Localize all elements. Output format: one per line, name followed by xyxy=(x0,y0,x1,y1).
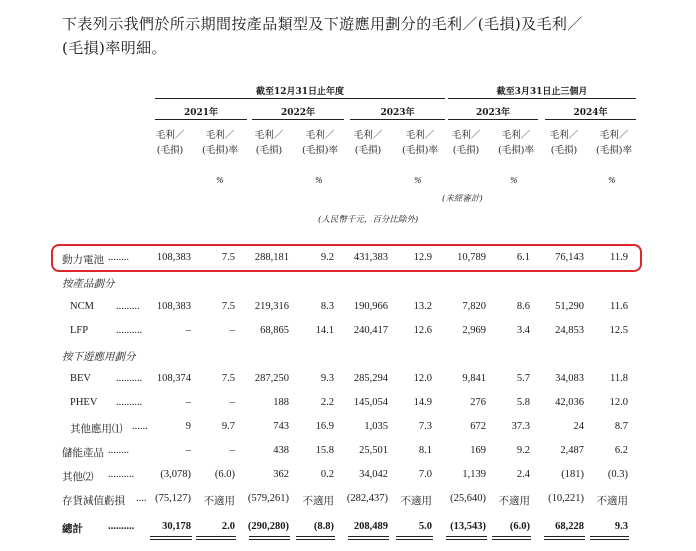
table-cell: 不適用 xyxy=(596,496,628,507)
total-double-underline xyxy=(492,539,531,540)
table-cell: 7.0 xyxy=(418,469,432,480)
table-cell: 743 xyxy=(273,421,289,432)
table-cell: 不適用 xyxy=(302,496,334,507)
pct-marker: % xyxy=(608,176,616,185)
table-cell: 9 xyxy=(185,421,191,432)
row-label: 存貨減值虧損 xyxy=(62,496,125,507)
section-by-product: 按產品劃分 xyxy=(62,278,115,290)
table-cell: 51,290 xyxy=(555,301,584,312)
table-cell: 6.1 xyxy=(516,252,530,263)
table-cell: 2.2 xyxy=(320,397,334,408)
table-cell: 11.9 xyxy=(610,252,628,263)
year-underline xyxy=(252,119,344,120)
table-row-others xyxy=(0,466,696,486)
row-leader-dots: .... xyxy=(136,493,147,504)
table-cell: (10,221) xyxy=(548,493,584,504)
table-cell: 不適用 xyxy=(498,496,530,507)
table-row-phev xyxy=(0,394,696,414)
total-double-underline xyxy=(249,536,290,537)
section-by-application: 按下遊應用劃分 xyxy=(62,351,136,363)
table-cell: 190,966 xyxy=(353,301,388,312)
table-cell: 285,294 xyxy=(353,373,388,384)
col-header-rate: 毛利／ (毛損)率 xyxy=(302,130,338,156)
table-cell: 240,417 xyxy=(353,325,388,336)
table-row-lfp xyxy=(0,322,696,342)
total-double-underline xyxy=(446,536,487,537)
group-header-quarter: 截至3月31日止三個月 xyxy=(496,87,588,97)
table-cell: 76,143 xyxy=(555,252,584,263)
table-cell: 5.7 xyxy=(516,373,530,384)
row-leader-dots: ......... xyxy=(116,301,140,312)
pct-marker: % xyxy=(414,176,422,185)
table-cell: 不適用 xyxy=(203,496,235,507)
table-row-ncm xyxy=(0,298,696,318)
table-cell: 108,383 xyxy=(156,301,191,312)
table-cell: – xyxy=(185,445,191,456)
table-cell: 2,487 xyxy=(560,445,584,456)
total-double-underline xyxy=(196,536,236,537)
col-header-profit: 毛利／ (毛損) xyxy=(451,130,481,156)
row-label: LFP xyxy=(70,325,89,336)
table-cell: – xyxy=(185,397,191,408)
total-double-underline xyxy=(296,539,335,540)
year-header-2022: 2022年 xyxy=(280,108,316,118)
table-cell: 16.9 xyxy=(315,421,334,432)
total-double-underline xyxy=(348,536,389,537)
table-cell: 13.2 xyxy=(413,301,432,312)
table-cell: – xyxy=(229,325,235,336)
table-cell: 34,083 xyxy=(555,373,584,384)
table-cell: 2,969 xyxy=(462,325,486,336)
table-cell: 不適用 xyxy=(400,496,432,507)
total-double-underline xyxy=(492,536,531,537)
table-cell: – xyxy=(229,445,235,456)
table-cell: 12.5 xyxy=(609,325,628,336)
table-cell: 15.8 xyxy=(315,445,334,456)
table-cell: 30,178 xyxy=(162,521,191,532)
row-leader-dots: ........ xyxy=(108,445,129,456)
col-header-rate: 毛利／ (毛損)率 xyxy=(202,130,238,156)
row-label: 其他⑵ xyxy=(62,472,94,483)
year-underline xyxy=(155,119,247,120)
table-cell: (282,437) xyxy=(346,493,388,504)
year-header-2024-q1: 2024年 xyxy=(573,108,608,118)
table-cell: 3.4 xyxy=(516,325,530,336)
table-cell: 1,139 xyxy=(462,469,486,480)
table-cell: 145,054 xyxy=(353,397,388,408)
table-cell: (6.0) xyxy=(214,469,235,480)
table-cell: 9.2 xyxy=(516,445,530,456)
row-leader-dots: ........ xyxy=(108,252,129,263)
table-cell: (6.0) xyxy=(509,521,530,532)
table-cell: 188 xyxy=(273,397,289,408)
table-cell: (3,078) xyxy=(160,469,191,480)
total-double-underline xyxy=(590,536,629,537)
table-cell: (8.8) xyxy=(313,521,334,532)
table-cell: 68,865 xyxy=(260,325,289,336)
col-header-profit: 毛利／ (毛損) xyxy=(353,130,383,156)
table-cell: (13,543) xyxy=(450,521,486,532)
table-cell: 108,383 xyxy=(156,252,191,263)
total-double-underline xyxy=(590,539,629,540)
table-cell: 11.8 xyxy=(610,373,628,384)
table-cell: (290,280) xyxy=(247,521,289,532)
col-header-rate: 毛利／ (毛損)率 xyxy=(498,130,534,156)
table-cell: (579,261) xyxy=(247,493,289,504)
group-header-year: 截至12月31日止年度 xyxy=(255,87,345,97)
row-label: NCM xyxy=(70,301,94,312)
total-double-underline xyxy=(348,539,389,540)
total-double-underline xyxy=(296,536,335,537)
table-cell: 12.0 xyxy=(413,373,432,384)
table-cell: 24 xyxy=(573,421,584,432)
col-header-profit: 毛利／ (毛損) xyxy=(549,130,579,156)
table-cell: 0.2 xyxy=(320,469,334,480)
row-label: 儲能產品 xyxy=(62,448,104,459)
table-cell: 8.6 xyxy=(516,301,530,312)
table-cell: 7.3 xyxy=(418,421,432,432)
table-cell: 11.6 xyxy=(610,301,628,312)
table-cell: 12.0 xyxy=(609,397,628,408)
table-cell: 9.2 xyxy=(320,252,334,263)
table-cell: (181) xyxy=(561,469,584,480)
table-cell: (75,127) xyxy=(155,493,191,504)
table-cell: 10,789 xyxy=(457,252,486,263)
total-double-underline xyxy=(150,539,192,540)
row-label: PHEV xyxy=(70,397,98,408)
table-cell: 276 xyxy=(470,397,486,408)
col-header-profit: 毛利／ (毛損) xyxy=(254,130,284,156)
table-cell: 438 xyxy=(273,445,289,456)
col-header-rate: 毛利／ (毛損)率 xyxy=(596,130,632,156)
table-cell: 7.5 xyxy=(221,301,235,312)
table-cell: 34,042 xyxy=(359,469,388,480)
year-underline xyxy=(448,119,538,120)
col-header-profit: 毛利／ (毛損) xyxy=(155,130,185,156)
row-leader-dots: .......... xyxy=(108,521,135,532)
table-cell: 7.5 xyxy=(221,252,235,263)
year-header-2023: 2023年 xyxy=(380,108,415,118)
intro-line-2: (毛損)率明細。 xyxy=(62,39,167,57)
table-cell: 5.8 xyxy=(516,397,530,408)
table-row-energy-storage xyxy=(0,442,696,462)
table-cell: 208,489 xyxy=(353,521,388,532)
total-double-underline xyxy=(396,536,433,537)
group-underline-quarter xyxy=(448,98,636,99)
table-cell: 68,228 xyxy=(555,521,584,532)
table-cell: 12.6 xyxy=(413,325,432,336)
table-cell: 362 xyxy=(273,469,289,480)
table-cell: 24,853 xyxy=(555,325,584,336)
table-cell: – xyxy=(229,397,235,408)
row-leader-dots: .......... xyxy=(108,469,135,480)
pct-marker: % xyxy=(510,176,518,185)
row-leader-dots: .......... xyxy=(116,373,143,384)
table-cell: 672 xyxy=(470,421,486,432)
table-row-total xyxy=(0,518,696,538)
table-cell: 6.2 xyxy=(614,445,628,456)
table-row-bev xyxy=(0,370,696,390)
table-cell: 25,501 xyxy=(359,445,388,456)
table-cell: 12.9 xyxy=(413,252,432,263)
row-leader-dots: .......... xyxy=(116,397,143,408)
table-cell: 7,820 xyxy=(462,301,486,312)
row-label: 動力電池 xyxy=(62,255,104,266)
table-cell: 9.3 xyxy=(320,373,334,384)
table-row-other-applications xyxy=(0,418,696,438)
total-double-underline xyxy=(150,536,192,537)
row-label: 其他應用⑴ xyxy=(70,424,123,435)
total-double-underline xyxy=(196,539,236,540)
table-cell: 14.1 xyxy=(315,325,334,336)
intro-paragraph xyxy=(62,12,682,60)
unit-note: (人民幣千元，百分比除外) xyxy=(318,215,419,225)
table-cell: 14.9 xyxy=(413,397,432,408)
table-cell: 9.7 xyxy=(221,421,235,432)
year-header-2021: 2021年 xyxy=(183,108,219,118)
row-leader-dots: .......... xyxy=(116,325,143,336)
table-row-power-battery xyxy=(0,249,696,269)
row-label: BEV xyxy=(70,373,91,384)
table-cell: – xyxy=(185,325,191,336)
intro-line-1: 下表列示我們於所示期間按產品類型及下遊應用劃分的毛利／(毛損)及毛利／ xyxy=(62,15,583,33)
year-underline xyxy=(545,119,636,120)
row-label: 總計 xyxy=(62,524,83,535)
table-cell: 2.4 xyxy=(516,469,530,480)
col-header-rate: 毛利／ (毛損)率 xyxy=(402,130,438,156)
table-cell: 8.7 xyxy=(614,421,628,432)
table-cell: 431,383 xyxy=(353,252,388,263)
table-cell: 9,841 xyxy=(462,373,486,384)
table-cell: 108,374 xyxy=(156,373,191,384)
pct-marker: % xyxy=(315,176,323,185)
table-cell: (25,640) xyxy=(450,493,486,504)
year-header-2023-q1: 2023年 xyxy=(475,108,511,118)
total-double-underline xyxy=(446,539,487,540)
total-double-underline xyxy=(249,539,290,540)
table-cell: 42,036 xyxy=(555,397,584,408)
year-underline xyxy=(350,119,445,120)
table-cell: 288,181 xyxy=(254,252,289,263)
table-cell: 219,316 xyxy=(254,301,289,312)
table-cell: 1,035 xyxy=(364,421,388,432)
table-cell: 287,250 xyxy=(254,373,289,384)
row-leader-dots: ...... xyxy=(132,421,148,432)
total-double-underline xyxy=(544,539,585,540)
table-cell: 37.3 xyxy=(511,421,530,432)
table-cell: (0.3) xyxy=(607,469,628,480)
table-row-inventory-impairment xyxy=(0,490,696,510)
table-cell: 7.5 xyxy=(221,373,235,384)
table-cell: 8.3 xyxy=(320,301,334,312)
group-underline-year xyxy=(155,98,445,99)
pct-marker: % xyxy=(216,176,224,185)
table-cell: 8.1 xyxy=(418,445,432,456)
total-double-underline xyxy=(396,539,433,540)
table-cell: 9.3 xyxy=(614,521,628,532)
table-cell: 5.0 xyxy=(418,521,432,532)
unaudited-note: (未經審計) xyxy=(442,194,483,204)
table-cell: 2.0 xyxy=(221,521,235,532)
table-cell: 169 xyxy=(470,445,486,456)
total-double-underline xyxy=(544,536,585,537)
